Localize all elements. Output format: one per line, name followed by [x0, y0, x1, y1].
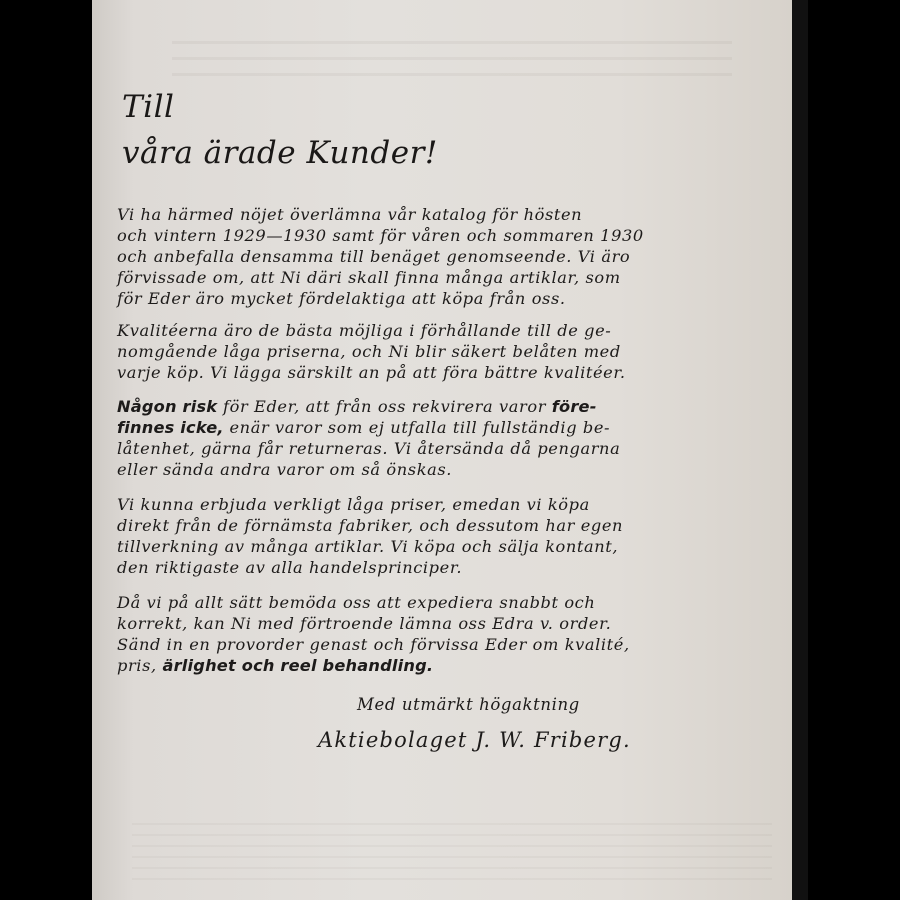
heading-line-1: Till [122, 89, 175, 125]
closing-salutation: Med utmärkt högaktning [357, 695, 580, 714]
show-through-text-bottom [132, 820, 772, 880]
paragraph-line: Vi ha härmed nöjet överlämna vår katalog för hösten [117, 205, 583, 224]
paragraph-line: eller sända andra varor om så önskas. [117, 460, 453, 479]
paragraph-line [117, 655, 630, 676]
paragraph-line: Vi kunna erbjuda verkligt låga priser, emedan vi köpa [117, 495, 590, 514]
company-signature: Aktiebolaget J. W. Friberg. [318, 728, 631, 752]
paragraph-line: den riktigaste av alla handelsprinciper. [117, 558, 463, 577]
paragraph-line: Sänd in en provorder genast och förvissa Eder om kvalité, [117, 635, 630, 654]
emphasis-text: före- [551, 397, 597, 416]
paragraph-line: varje köp. Vi lägga särskilt an på att föra bättre kvalitéer. [117, 363, 626, 382]
heading-line-2: våra ärade Kunder! [122, 135, 438, 171]
paragraph-line: tillverkning av många artiklar. Vi köpa och sälja kontant, [117, 537, 619, 556]
show-through-text-top [172, 28, 732, 76]
paragraph-5 [117, 592, 630, 676]
letter-heading [122, 84, 438, 176]
paragraph-line: Kvalitéerna äro de bästa möjliga i förhållande till de ge- [117, 321, 612, 340]
paragraph-text: för Eder, att från oss rekvirera varor [217, 397, 552, 416]
paragraph-line: låtenhet, gärna får returneras. Vi återsända då pengarna [117, 439, 621, 458]
paragraph-line: nomgående låga priserna, och Ni blir säkert belåten med [117, 342, 621, 361]
paragraph-2 [117, 320, 626, 383]
paragraph-line: förvissade om, att Ni däri skall finna många artiklar, som [117, 268, 621, 287]
emphasis-text: Någon risk [117, 397, 218, 416]
paragraph-3 [117, 396, 620, 480]
paragraph-text: pris, [117, 656, 163, 675]
paragraph-line [117, 396, 620, 417]
paragraph-line: för Eder äro mycket fördelaktiga att köpa från oss. [117, 289, 566, 308]
emphasis-text: finnes icke, [117, 418, 224, 437]
paragraph-line: korrekt, kan Ni med förtroende lämna oss Edra v. order. [117, 614, 612, 633]
paragraph-1 [117, 204, 644, 309]
paragraph-line: och anbefalla densamma till benäget genomseende. Vi äro [117, 247, 631, 266]
binding-shadow [792, 0, 808, 900]
emphasis-text: ärlighet och reel behandling. [162, 656, 434, 675]
paragraph-4 [117, 494, 623, 578]
paragraph-line [117, 417, 620, 438]
paragraph-line: direkt från de förnämsta fabriker, och dessutom har egen [117, 516, 624, 535]
paragraph-line: och vintern 1929—1930 samt för våren och sommaren 1930 [117, 226, 644, 245]
paragraph-text: enär varor som ej utfalla till fullständig be- [223, 418, 611, 437]
paragraph-line: Då vi på allt sätt bemöda oss att expediera snabbt och [117, 593, 596, 612]
